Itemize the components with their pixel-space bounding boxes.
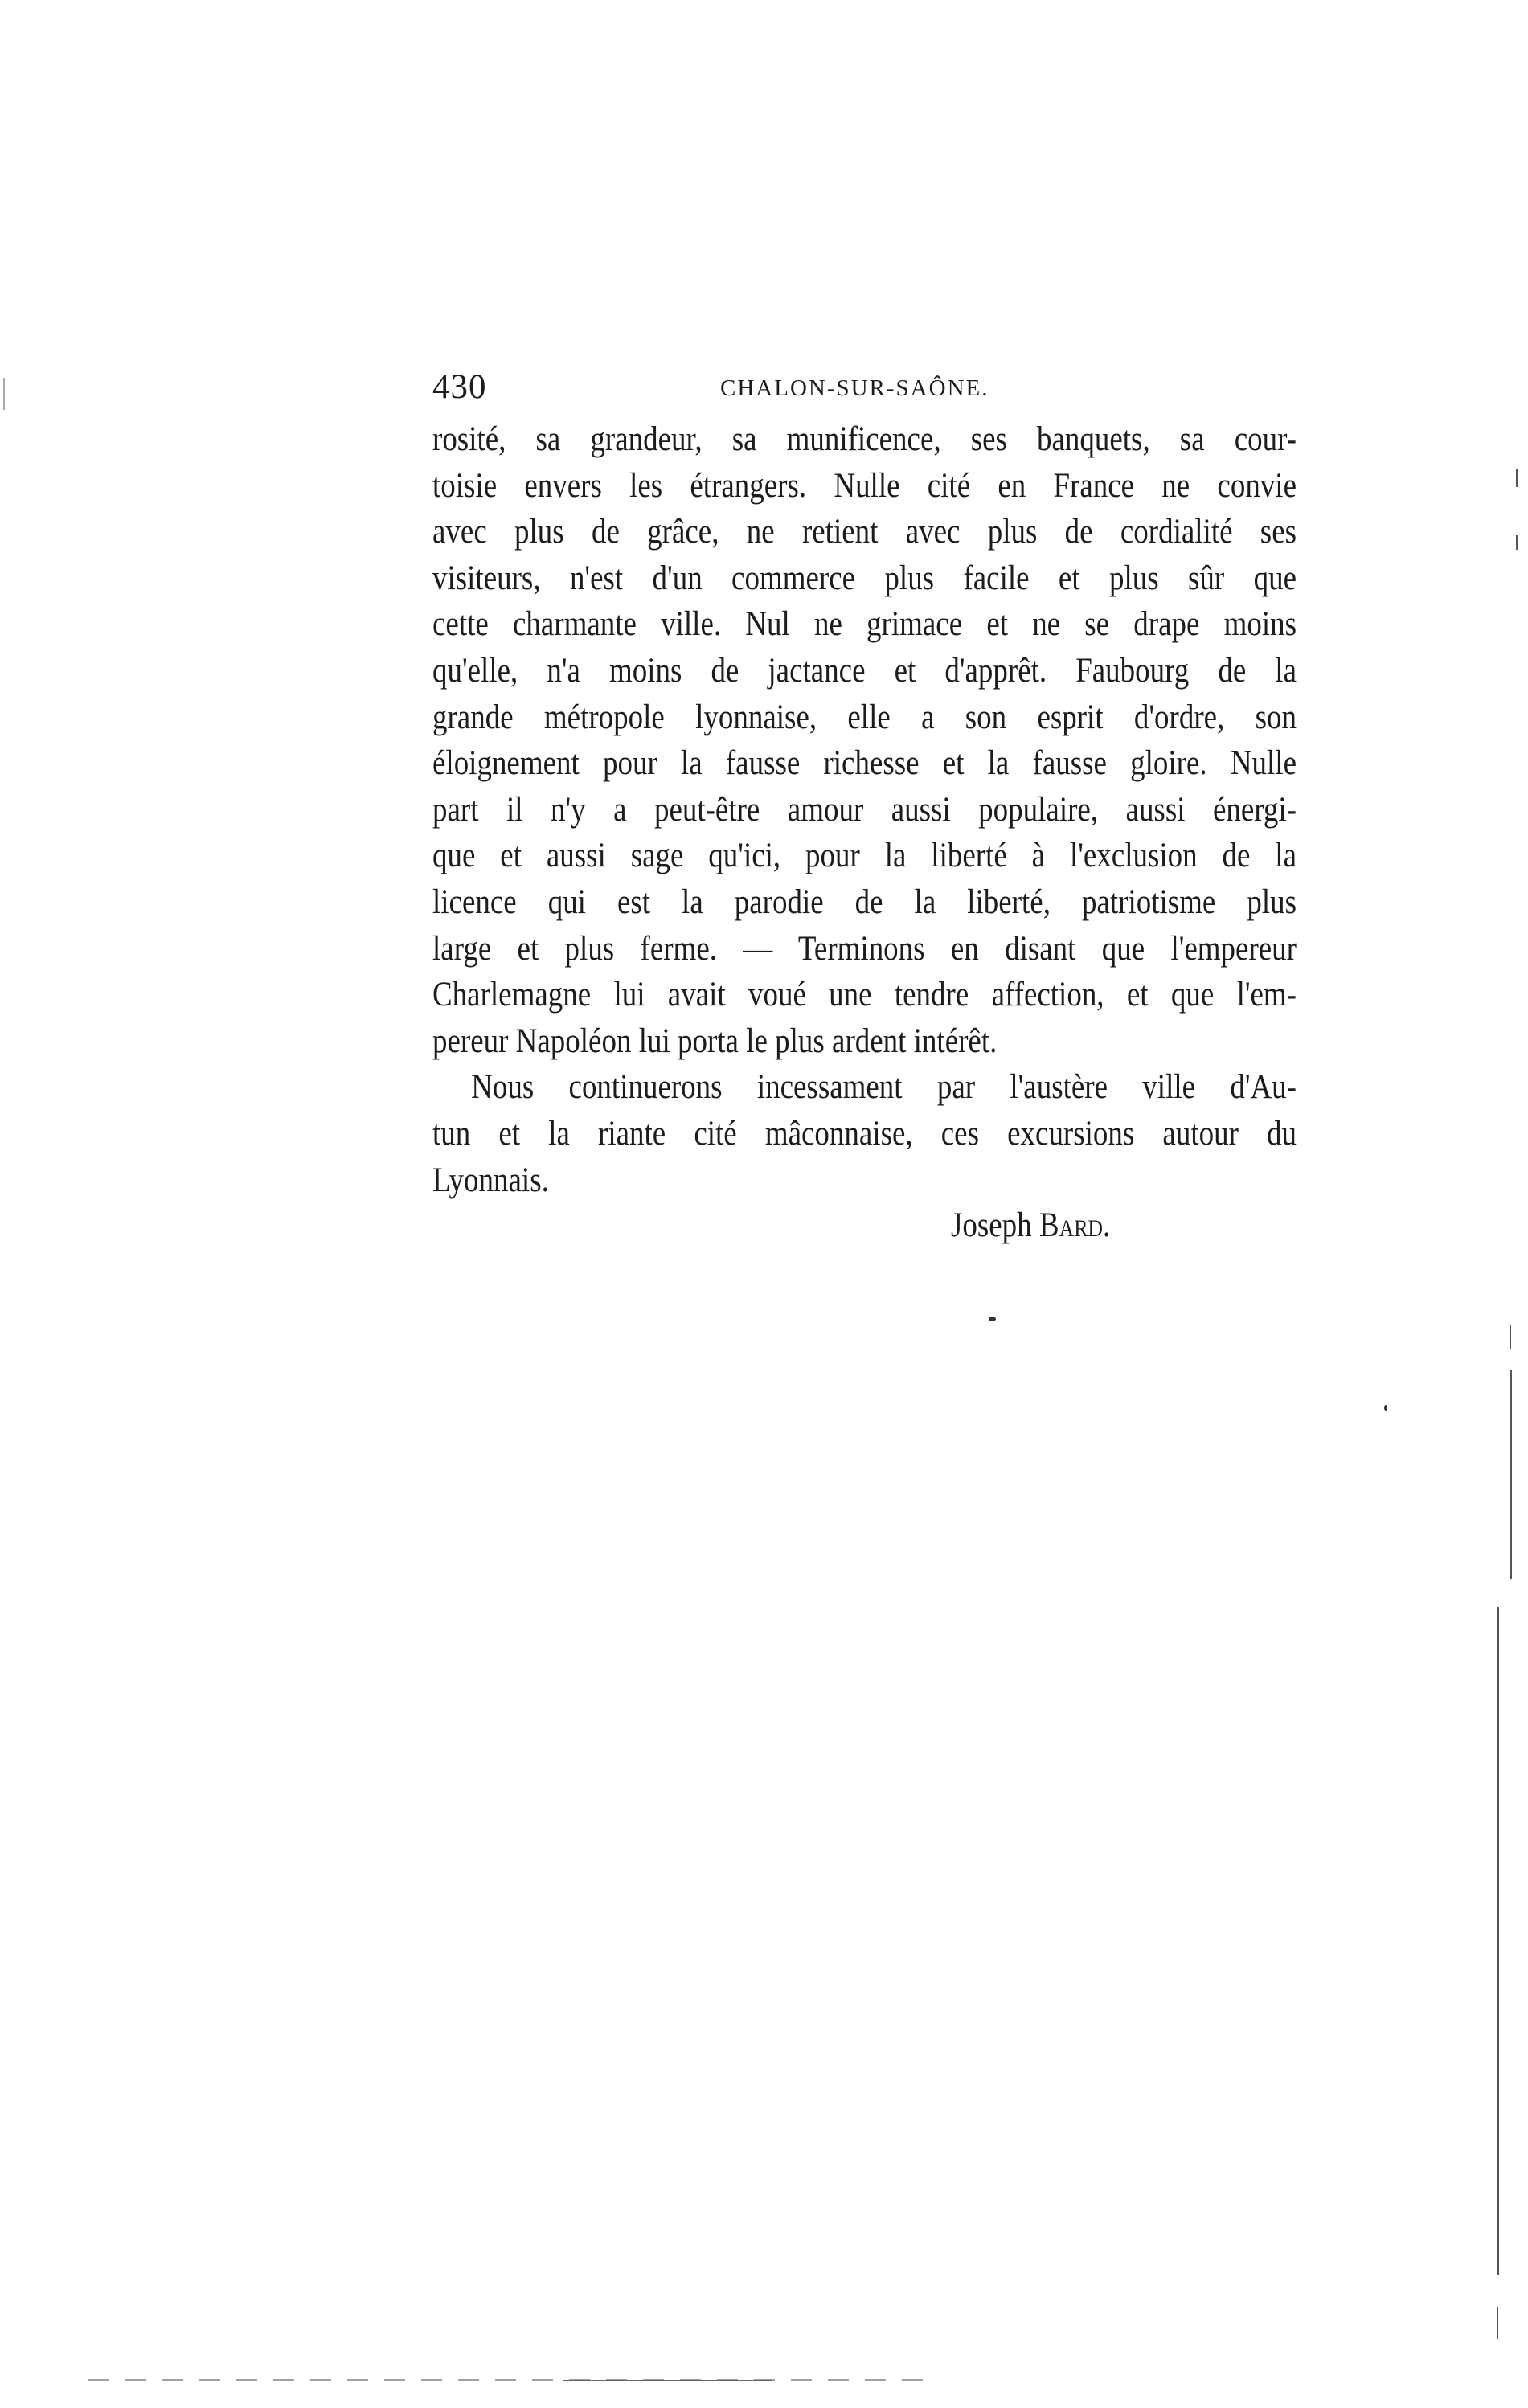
text-line: Nous continuerons incessament par l'austère ville d'Au-: [471, 1068, 1297, 1107]
text-line: que et aussi sage qu'ici, pour la liberté à l'exclusion de la: [432, 837, 1297, 875]
text-line: tun et la riante cité mâconnaise, ces excursions autour du: [432, 1114, 1297, 1153]
author-last-name: Bard.: [1038, 1206, 1111, 1244]
scan-edge-mark: [1510, 1325, 1511, 1349]
text-line: Charlemagne lui avait voué une tendre affection, et que l'em-: [432, 976, 1297, 1014]
author-signature: [951, 1202, 1110, 1249]
ink-speck: [1384, 1405, 1387, 1411]
scan-bottom-border: [88, 2379, 932, 2381]
text-line: qu'elle, n'a moins de jactance et d'apprêt. Faubourg de la: [432, 651, 1297, 690]
text-line: rosité, sa grandeur, sa munificence, ses banquets, sa cour-: [432, 420, 1297, 458]
text-line: grande métropole lyonnaise, elle a son esprit d'ordre, son: [432, 698, 1297, 736]
text-line: part il n'y a peut-être amour aussi populaire, aussi énergi-: [432, 790, 1297, 829]
text-line: toisie envers les étrangers. Nulle cité en France ne convie: [432, 466, 1297, 505]
scan-bottom-rule: [563, 2380, 772, 2381]
page-header: [432, 363, 1297, 412]
text-line: pereur Napoléon lui porta le plus ardent intérêt.: [432, 1022, 998, 1060]
scan-edge-mark: [1516, 469, 1518, 487]
scan-edge-mark: [1497, 1607, 1499, 2275]
text-line: visiteurs, n'est d'un commerce plus facile et plus sûr que: [432, 559, 1297, 597]
scan-edge-mark: [1510, 1370, 1512, 1579]
page-number: 430: [432, 368, 487, 406]
text-line: éloignement pour la fausse richesse et la fausse gloire. Nulle: [432, 744, 1297, 783]
scan-edge-mark: [1497, 2307, 1498, 2339]
text-line: licence qui est la parodie de la liberté, patriotisme plus: [432, 883, 1297, 921]
scan-edge-mark: [1516, 535, 1518, 550]
running-head: CHALON-SUR-SAÔNE.: [720, 375, 989, 401]
text-line: avec plus de grâce, ne retient avec plus de cordialité ses: [432, 513, 1297, 551]
body-text: [432, 416, 1297, 1203]
text-line: Lyonnais.: [432, 1161, 549, 1199]
text-line: cette charmante ville. Nul ne grimace et ne se drape moins: [432, 605, 1297, 644]
scan-edge-mark: [3, 378, 5, 410]
text-line: large et plus ferme. — Terminons en disant que l'empereur: [432, 929, 1297, 968]
ink-speck: [989, 1317, 996, 1321]
author-first-name: Joseph: [951, 1206, 1032, 1244]
